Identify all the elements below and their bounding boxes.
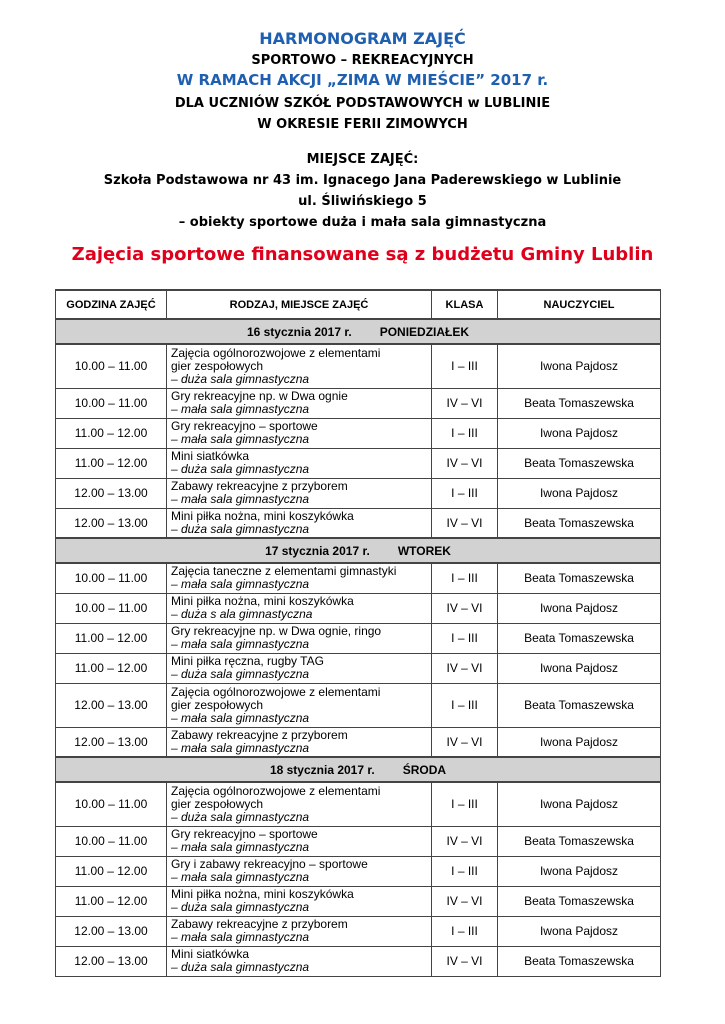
activity-place: – duża sala gimnastyczna bbox=[171, 371, 310, 386]
session-class: IV – VI bbox=[432, 593, 498, 623]
session-class: IV – VI bbox=[432, 388, 498, 418]
sport-objects: – obiekty sportowe duża i mała sala gimnastyczna bbox=[178, 215, 547, 230]
session-teacher: Beata Tomaszewska bbox=[498, 508, 661, 538]
table-row bbox=[56, 563, 661, 593]
activity-line: Zabawy rekreacyjne z przyborem bbox=[171, 479, 348, 493]
activity-place: – mała sala gimnastyczna bbox=[171, 710, 310, 725]
session-activity bbox=[167, 508, 432, 538]
session-activity bbox=[167, 388, 432, 418]
session-teacher: Beata Tomaszewska bbox=[498, 683, 661, 727]
table-row bbox=[56, 782, 661, 826]
session-teacher: Iwona Pajdosz bbox=[498, 593, 661, 623]
activity-line: Mini piłka nożna, mini koszykówka bbox=[171, 508, 354, 523]
session-teacher: Beata Tomaszewska bbox=[498, 826, 661, 856]
session-class: IV – VI bbox=[432, 886, 498, 916]
table-row bbox=[56, 826, 661, 856]
activity-line: Gry rekreacyjno – sportowe bbox=[171, 827, 318, 841]
session-class: IV – VI bbox=[432, 727, 498, 757]
session-activity bbox=[167, 886, 432, 916]
session-activity bbox=[167, 418, 432, 448]
activity-line: Gry rekreacyjne np. w Dwa ognie, ringo bbox=[171, 624, 382, 638]
activity-line: Zajęcia ogólnorozwojowe z elementami bbox=[171, 345, 381, 360]
schedule-body bbox=[56, 319, 661, 976]
session-teacher: Iwona Pajdosz bbox=[498, 856, 661, 886]
session-time: 10.00 – 11.00 bbox=[56, 593, 167, 623]
table-row bbox=[56, 418, 661, 448]
table-row bbox=[56, 727, 661, 757]
table-row bbox=[56, 508, 661, 538]
table-row bbox=[56, 886, 661, 916]
activity-line: Mini piłka nożna, mini koszykówka bbox=[171, 887, 354, 901]
session-class: I – III bbox=[432, 418, 498, 448]
session-activity bbox=[167, 653, 432, 683]
table-row bbox=[56, 593, 661, 623]
session-activity bbox=[167, 916, 432, 946]
session-teacher: Iwona Pajdosz bbox=[498, 418, 661, 448]
activity-place: – duża sala gimnastyczna bbox=[171, 900, 310, 914]
session-teacher: Beata Tomaszewska bbox=[498, 448, 661, 478]
session-time: 12.00 – 13.00 bbox=[56, 683, 167, 727]
activity-line: Zajęcia ogólnorozwojowe z elementami bbox=[171, 783, 381, 798]
session-activity bbox=[167, 448, 432, 478]
day-date: 16 stycznia 2017 r. bbox=[246, 324, 352, 339]
session-teacher: Iwona Pajdosz bbox=[498, 916, 661, 946]
session-time: 10.00 – 11.00 bbox=[56, 344, 167, 388]
day-weekday: PONIEDZIAŁEK bbox=[379, 324, 470, 339]
session-activity bbox=[167, 478, 432, 508]
session-activity bbox=[167, 593, 432, 623]
day-header bbox=[56, 757, 661, 782]
session-activity bbox=[167, 782, 432, 826]
session-activity bbox=[167, 946, 432, 976]
schedule-table bbox=[55, 289, 661, 977]
activity-place: – duża sala gimnastyczna bbox=[171, 667, 310, 681]
column-header-activity: RODZAJ, MIEJSCE ZAJĘĆ bbox=[167, 290, 432, 319]
session-teacher: Beata Tomaszewska bbox=[498, 946, 661, 976]
activity-place: – mała sala gimnastyczna bbox=[171, 492, 310, 506]
activity-line: Mini piłka nożna, mini koszykówka bbox=[171, 594, 354, 608]
school-name: Szkoła Podstawowa nr 43 im. Ignacego Jana Paderewskiego w Lublinie bbox=[103, 173, 622, 188]
document-title: HARMONOGRAM ZAJĘĆ bbox=[259, 29, 466, 48]
activity-place: – duża sala gimnastyczna bbox=[171, 462, 310, 476]
session-class: I – III bbox=[432, 344, 498, 388]
activity-place: – duża sala gimnastyczna bbox=[171, 521, 310, 536]
day-header bbox=[56, 538, 661, 563]
session-time: 12.00 – 13.00 bbox=[56, 946, 167, 976]
activity-place: – duża sala gimnastyczna bbox=[171, 960, 310, 974]
session-teacher: Beata Tomaszewska bbox=[498, 886, 661, 916]
session-class: IV – VI bbox=[432, 653, 498, 683]
subtitle-line: SPORTOWO – REKREACYJNYCH bbox=[251, 53, 474, 68]
table-row bbox=[56, 683, 661, 727]
column-header-class: KLASA bbox=[432, 290, 498, 319]
session-activity bbox=[167, 683, 432, 727]
session-teacher: Iwona Pajdosz bbox=[498, 653, 661, 683]
session-activity bbox=[167, 344, 432, 388]
period-line: W OKRESIE FERII ZIMOWYCH bbox=[257, 117, 468, 132]
activity-place: – mała sala gimnastyczna bbox=[171, 577, 310, 592]
session-time: 12.00 – 13.00 bbox=[56, 478, 167, 508]
session-time: 12.00 – 13.00 bbox=[56, 727, 167, 757]
session-time: 10.00 – 11.00 bbox=[56, 782, 167, 826]
place-label: MIEJSCE ZAJĘĆ: bbox=[306, 152, 419, 167]
table-row bbox=[56, 478, 661, 508]
activity-line: Zabawy rekreacyjne z przyborem bbox=[171, 727, 348, 742]
session-time: 11.00 – 12.00 bbox=[56, 448, 167, 478]
day-weekday: WTOREK bbox=[397, 543, 451, 558]
table-header-row bbox=[56, 290, 661, 319]
activity-line: Gry rekreacyjne np. w Dwa ognie bbox=[171, 389, 348, 403]
audience-line: DLA UCZNIÓW SZKÓŁ PODSTAWOWYCH w LUBLINIE bbox=[174, 96, 551, 111]
table-row bbox=[56, 653, 661, 683]
session-class: IV – VI bbox=[432, 508, 498, 538]
session-class: I – III bbox=[432, 623, 498, 653]
schedule-table-wrapper bbox=[55, 289, 660, 977]
activity-place: – duża sala gimnastyczna bbox=[171, 809, 310, 824]
table-row bbox=[56, 448, 661, 478]
day-weekday: ŚRODA bbox=[402, 762, 447, 777]
session-teacher: Beata Tomaszewska bbox=[498, 388, 661, 418]
session-activity bbox=[167, 563, 432, 593]
session-time: 11.00 – 12.00 bbox=[56, 418, 167, 448]
session-activity bbox=[167, 727, 432, 757]
session-time: 11.00 – 12.00 bbox=[56, 623, 167, 653]
activity-place: – duża s ala gimnastyczna bbox=[171, 607, 313, 621]
activity-line: Zajęcia taneczne z elementami gimnastyki bbox=[171, 564, 397, 579]
activity-line: Gry rekreacyjno – sportowe bbox=[171, 419, 318, 433]
activity-line: Gry i zabawy rekreacyjno – sportowe bbox=[171, 857, 368, 871]
session-time: 10.00 – 11.00 bbox=[56, 563, 167, 593]
table-row bbox=[56, 623, 661, 653]
activity-place: – mała sala gimnastyczna bbox=[171, 432, 310, 446]
activity-line: Mini siatkówka bbox=[171, 449, 250, 463]
activity-place: – mała sala gimnastyczna bbox=[171, 870, 310, 884]
funding-note: Zajęcia sportowe finansowane są z budżetu Gminy Lublin bbox=[71, 244, 654, 265]
activity-place: – mała sala gimnastyczna bbox=[171, 840, 310, 854]
session-teacher: Iwona Pajdosz bbox=[498, 344, 661, 388]
session-activity bbox=[167, 856, 432, 886]
session-time: 11.00 – 12.00 bbox=[56, 886, 167, 916]
session-time: 10.00 – 11.00 bbox=[56, 826, 167, 856]
activity-line: gier zespołowych bbox=[171, 796, 264, 811]
session-time: 12.00 – 13.00 bbox=[56, 508, 167, 538]
session-time: 11.00 – 12.00 bbox=[56, 856, 167, 886]
activity-line: Mini piłka ręczna, rugby TAG bbox=[171, 654, 324, 668]
table-row bbox=[56, 916, 661, 946]
day-date: 18 stycznia 2017 r. bbox=[269, 762, 375, 777]
session-time: 11.00 – 12.00 bbox=[56, 653, 167, 683]
activity-line: Mini siatkówka bbox=[171, 947, 250, 961]
session-class: I – III bbox=[432, 478, 498, 508]
table-row bbox=[56, 388, 661, 418]
activity-line: Zajęcia ogólnorozwojowe z elementami bbox=[171, 684, 381, 699]
session-activity bbox=[167, 826, 432, 856]
session-teacher: Beata Tomaszewska bbox=[498, 563, 661, 593]
activity-place: – mała sala gimnastyczna bbox=[171, 637, 310, 651]
activity-place: – mała sala gimnastyczna bbox=[171, 740, 310, 755]
session-teacher: Iwona Pajdosz bbox=[498, 782, 661, 826]
activity-line: gier zespołowych bbox=[171, 697, 264, 712]
session-class: IV – VI bbox=[432, 448, 498, 478]
activity-line: gier zespołowych bbox=[171, 358, 264, 373]
activity-place: – mała sala gimnastyczna bbox=[171, 930, 310, 944]
day-header bbox=[56, 319, 661, 344]
activity-place: – mała sala gimnastyczna bbox=[171, 402, 310, 416]
table-row bbox=[56, 856, 661, 886]
table-row bbox=[56, 946, 661, 976]
day-header-row bbox=[56, 538, 661, 563]
day-header-row bbox=[56, 319, 661, 344]
activity-line: Zabawy rekreacyjne z przyborem bbox=[171, 917, 348, 931]
session-class: IV – VI bbox=[432, 826, 498, 856]
table-row bbox=[56, 344, 661, 388]
session-time: 10.00 – 11.00 bbox=[56, 388, 167, 418]
session-time: 12.00 – 13.00 bbox=[56, 916, 167, 946]
session-teacher: Iwona Pajdosz bbox=[498, 727, 661, 757]
session-activity bbox=[167, 623, 432, 653]
day-header-row bbox=[56, 757, 661, 782]
school-street: ul. Śliwińskiego 5 bbox=[298, 194, 427, 209]
session-teacher: Beata Tomaszewska bbox=[498, 623, 661, 653]
column-header-teacher: NAUCZYCIEL bbox=[498, 290, 661, 319]
day-date: 17 stycznia 2017 r. bbox=[265, 543, 370, 558]
session-class: I – III bbox=[432, 683, 498, 727]
session-class: I – III bbox=[432, 563, 498, 593]
session-class: I – III bbox=[432, 782, 498, 826]
column-header-time: GODZINA ZAJĘĆ bbox=[56, 290, 167, 319]
session-class: I – III bbox=[432, 916, 498, 946]
session-class: IV – VI bbox=[432, 946, 498, 976]
session-teacher: Iwona Pajdosz bbox=[498, 478, 661, 508]
campaign-title: W RAMACH AKCJI „ZIMA W MIEŚCIE” 2017 r. bbox=[176, 71, 549, 89]
session-class: I – III bbox=[432, 856, 498, 886]
